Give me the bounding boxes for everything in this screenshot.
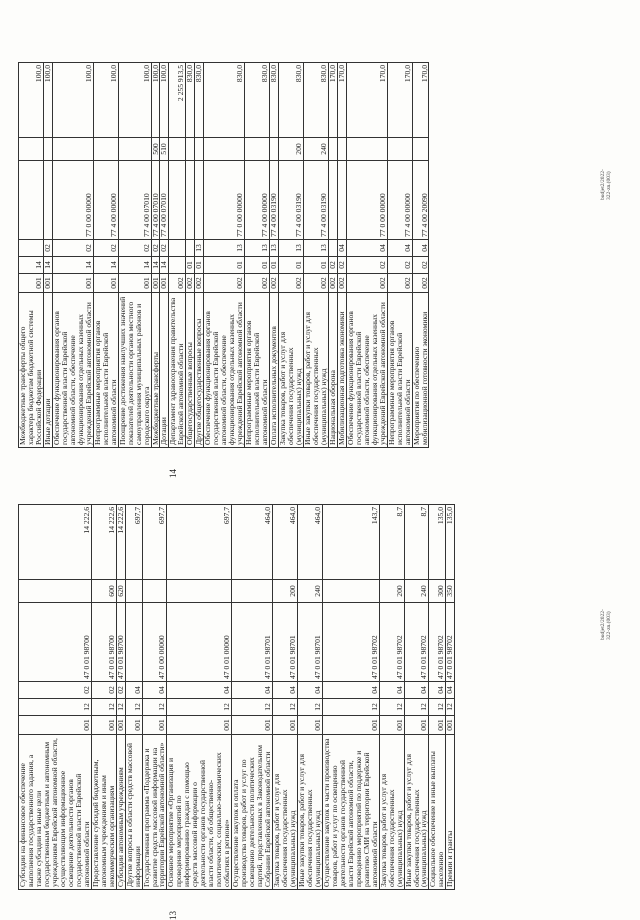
table-row — [273, 505, 298, 890]
row-grbs: 002 — [204, 274, 245, 293]
row-name: Другие общегосударственные вопросы — [195, 293, 204, 448]
row-subsection: 04 — [412, 240, 429, 257]
row-amount: 697,7 — [125, 505, 142, 580]
row-grbs: 001 — [19, 716, 92, 735]
row-target-article: 77 0 00 00000 — [346, 161, 387, 240]
row-target-article: 47 0 01 98702 — [446, 603, 455, 682]
row-amount: 697,7 — [142, 505, 167, 580]
row-amount: 170,0 — [337, 63, 346, 138]
row-section: 12 — [273, 699, 298, 716]
row-target-article: 77 4 00 20090 — [412, 161, 429, 240]
row-grbs: 002 — [270, 274, 279, 293]
row-name: Непрограммные мероприятия органов исполнительной власти Еврейской автономной области — [387, 293, 412, 448]
row-subsection: 04 — [429, 682, 446, 699]
budget-table-13 — [18, 504, 455, 890]
page-number: 13 — [168, 911, 178, 920]
table-row — [232, 505, 273, 890]
row-subsection: 04 — [297, 682, 322, 699]
page-13 — [18, 460, 455, 920]
row-expense-type: 200 — [279, 138, 304, 161]
row-name: Иные дотации — [43, 293, 52, 448]
row-expense-type — [93, 138, 118, 161]
row-grbs: 001 — [43, 274, 52, 293]
row-amount: 14 222,6 — [19, 505, 92, 580]
row-target-article: 47 0 01 00000 — [167, 603, 232, 682]
row-target-article: 47 0 01 98702 — [379, 603, 404, 682]
row-subsection: 04 — [273, 682, 298, 699]
row-subsection: 13 — [303, 240, 328, 257]
row-amount: 170,0 — [346, 63, 387, 138]
row-subsection: 02 — [93, 240, 118, 257]
table-row — [279, 63, 304, 448]
row-section — [169, 257, 186, 274]
row-section: 14 — [19, 257, 44, 274]
row-target-article: 47 0 00 00000 — [142, 603, 167, 682]
table-row — [19, 63, 44, 448]
row-subsection: 04 — [379, 682, 404, 699]
row-grbs: 002 — [303, 274, 328, 293]
row-section: 14 — [151, 257, 160, 274]
row-amount: 464,0 — [297, 505, 322, 580]
table-row — [297, 505, 322, 890]
row-expense-type: 200 — [273, 580, 298, 603]
row-section: 12 — [232, 699, 273, 716]
table-row — [19, 505, 92, 890]
row-name: Обеспечение функционирования органов государственной власти Еврейской автономной области, обеспечение функционирования отдельных казенных учреждений Еврейской автономной области — [346, 293, 387, 448]
row-subsection — [19, 240, 44, 257]
row-expense-type: 240 — [404, 580, 429, 603]
row-target-article — [19, 161, 44, 240]
row-amount: 100,0 — [151, 63, 160, 138]
row-name: Иные закупки товаров, работ и услуг для обеспечения государственных (муниципальных) нужд — [404, 735, 429, 890]
table-row — [387, 63, 412, 448]
row-grbs: 001 — [52, 274, 93, 293]
row-expense-type: 600 — [91, 580, 116, 603]
row-target-article: 47 0 01 98700 — [19, 603, 92, 682]
row-name: Обеспечение функционирования органов государственной власти Еврейской автономной области, обеспечение функционирования отдельных казенных учреждений Еврейской автономной области — [204, 293, 245, 448]
row-grbs: 002 — [195, 274, 204, 293]
row-expense-type — [232, 580, 273, 603]
row-grbs: 002 — [279, 274, 304, 293]
row-name: Закупка товаров, работ и услуг для обеспечения государственных (муниципальных) нужд — [279, 293, 304, 448]
row-amount: 100,0 — [19, 63, 44, 138]
row-name: Непрограммные мероприятия органов исполнительной власти Еврейской автономной области — [245, 293, 270, 448]
row-subsection: 02 — [52, 240, 93, 257]
row-expense-type: 200 — [379, 580, 404, 603]
row-subsection — [169, 240, 186, 257]
row-expense-type — [204, 138, 245, 161]
table-row — [52, 63, 93, 448]
row-section: 02 — [346, 257, 387, 274]
row-name: Департамент здравоохранения правительства Еврейской автономной области — [169, 293, 186, 448]
row-name: Мероприятия по обеспечению мобилизационной готовности экономики — [412, 293, 429, 448]
row-grbs: 001 — [151, 274, 160, 293]
row-name: Осуществление закупок в части производства товаров, работ и услуг по освещению деятельности органов государственной власти Еврейской автономной области, проведению мероприятий по поддержке и развитию СМИ на территории Еврейской автономной области — [322, 735, 379, 890]
row-expense-type — [52, 138, 93, 161]
row-amount: 100,0 — [52, 63, 93, 138]
row-grbs: 001 — [116, 716, 125, 735]
row-section: 12 — [142, 699, 167, 716]
table-row — [125, 505, 142, 890]
budget-table-14 — [18, 62, 429, 448]
row-name: Премии и гранты — [446, 735, 455, 890]
row-subsection: 04 — [142, 682, 167, 699]
page-number: 14 — [168, 469, 178, 478]
row-expense-type — [118, 138, 151, 161]
row-name: Социальное обеспечение и иные выплаты населению — [429, 735, 446, 890]
row-expense-type — [322, 580, 379, 603]
row-subsection: 04 — [125, 682, 142, 699]
row-section: 12 — [167, 699, 232, 716]
row-amount: 8,7 — [404, 505, 429, 580]
row-target-article: 77 4 00 00000 — [245, 161, 270, 240]
row-amount: 830,0 — [195, 63, 204, 138]
row-section: 01 — [195, 257, 204, 274]
row-section: 14 — [118, 257, 151, 274]
row-subsection: 02 — [151, 240, 160, 257]
row-target-article: 47 0 01 98700 — [116, 603, 125, 682]
row-name: Мобилизационная подготовка экономики — [337, 293, 346, 448]
row-expense-type — [186, 138, 195, 161]
row-grbs: 001 — [125, 716, 142, 735]
table-row — [412, 63, 429, 448]
row-grbs: 001 — [118, 274, 151, 293]
row-amount: 14 222,6 — [116, 505, 125, 580]
row-name: Общегосударственные вопросы — [186, 293, 195, 448]
row-section: 12 — [446, 699, 455, 716]
row-section: 12 — [19, 699, 92, 716]
row-amount: 830,0 — [270, 63, 279, 138]
row-grbs: 001 — [322, 716, 379, 735]
table-row — [91, 505, 116, 890]
row-section: 14 — [93, 257, 118, 274]
row-amount: 135,0 — [446, 505, 455, 580]
row-section: 01 — [270, 257, 279, 274]
row-expense-type — [412, 138, 429, 161]
row-amount: 697,7 — [167, 505, 232, 580]
row-section: 12 — [379, 699, 404, 716]
row-amount: 135,0 — [429, 505, 446, 580]
row-subsection: 04 — [404, 682, 429, 699]
row-target-article: 77 4 00 00000 — [93, 161, 118, 240]
row-expense-type — [387, 138, 412, 161]
table-row — [151, 63, 160, 448]
row-expense-type — [245, 138, 270, 161]
row-amount: 14 222,6 — [91, 505, 116, 580]
table-row — [429, 505, 446, 890]
row-expense-type: 240 — [303, 138, 328, 161]
row-grbs: 001 — [297, 716, 322, 735]
row-grbs: 001 — [160, 274, 169, 293]
row-target-article: 47 0 01 98702 — [322, 603, 379, 682]
row-target-article: 77 4 00 07010 — [118, 161, 151, 240]
row-expense-type — [43, 138, 52, 161]
row-target-article: 47 0 01 98702 — [404, 603, 429, 682]
row-section: 01 — [204, 257, 245, 274]
row-target-article: 47 0 01 98702 — [429, 603, 446, 682]
row-grbs: 001 — [167, 716, 232, 735]
row-subsection: 02 — [160, 240, 169, 257]
row-name: Межбюджетные трансферты общего характера бюджетам бюджетной системы Российской Федерации — [19, 293, 44, 448]
table-row — [93, 63, 118, 448]
row-section: 01 — [186, 257, 195, 274]
row-grbs: 001 — [379, 716, 404, 735]
table-row — [404, 505, 429, 890]
row-expense-type — [142, 580, 167, 603]
row-target-article: 47 0 01 98701 — [273, 603, 298, 682]
row-grbs: 002 — [169, 274, 186, 293]
row-subsection — [328, 240, 337, 257]
row-grbs: 002 — [328, 274, 337, 293]
row-amount: 100,0 — [118, 63, 151, 138]
row-section: 12 — [125, 699, 142, 716]
row-subsection: 04 — [346, 240, 387, 257]
table-row — [446, 505, 455, 890]
row-subsection: 04 — [167, 682, 232, 699]
row-grbs: 001 — [273, 716, 298, 735]
row-target-article: 47 0 01 98701 — [297, 603, 322, 682]
row-amount: 170,0 — [328, 63, 337, 138]
row-name: Субсидии автономным учреждениям — [116, 735, 125, 890]
table-row — [379, 505, 404, 890]
row-section: 12 — [322, 699, 379, 716]
row-amount: 170,0 — [412, 63, 429, 138]
row-grbs: 002 — [412, 274, 429, 293]
row-amount: 830,0 — [303, 63, 328, 138]
row-target-article — [337, 161, 346, 240]
row-name: Иные закупки товаров, работ и услуг для обеспечения государственных (муниципальных) нужд — [297, 735, 322, 890]
row-expense-type — [270, 138, 279, 161]
row-section: 14 — [160, 257, 169, 274]
row-amount: 100,0 — [93, 63, 118, 138]
row-amount: 100,0 — [160, 63, 169, 138]
row-amount: 2 255 913,5 — [169, 63, 186, 138]
row-subsection: 04 — [337, 240, 346, 257]
row-section: 02 — [412, 257, 429, 274]
row-section: 02 — [337, 257, 346, 274]
row-grbs: 001 — [446, 716, 455, 735]
row-section: 14 — [43, 257, 52, 274]
row-amount: 830,0 — [245, 63, 270, 138]
row-amount: 830,0 — [204, 63, 245, 138]
table-row — [169, 63, 186, 448]
row-grbs: 002 — [337, 274, 346, 293]
row-expense-type: 500 — [151, 138, 160, 161]
row-section: 01 — [279, 257, 304, 274]
table-row — [204, 63, 245, 448]
row-expense-type — [167, 580, 232, 603]
table-row — [118, 63, 151, 448]
row-expense-type — [19, 580, 92, 603]
row-target-article: 77 4 00 03190 — [279, 161, 304, 240]
page-14 — [18, 18, 429, 478]
row-target-article: 77 4 00 00000 — [387, 161, 412, 240]
row-grbs: 002 — [387, 274, 412, 293]
row-name: Закупка товаров, работ и услуг для обеспечения государственных (муниципальных) нужд — [273, 735, 298, 890]
row-name: Иные закупки товаров, работ и услуг для обеспечения государственных (муниципальных) нужд — [303, 293, 328, 448]
row-target-article: 47 0 01 98701 — [232, 603, 273, 682]
row-grbs: 001 — [232, 716, 273, 735]
row-amount: 143,7 — [322, 505, 379, 580]
row-amount: 830,0 — [279, 63, 304, 138]
row-subsection: 02 — [19, 682, 92, 699]
row-target-article: 77 0 00 00000 — [204, 161, 245, 240]
row-name: Межбюджетные трансферты — [151, 293, 160, 448]
row-subsection: 04 — [322, 682, 379, 699]
row-subsection: 13 — [195, 240, 204, 257]
row-expense-type — [346, 138, 387, 161]
row-subsection: 13 — [245, 240, 270, 257]
row-subsection: 02 — [43, 240, 52, 257]
row-section: 12 — [116, 699, 125, 716]
row-target-article: 47 0 01 98700 — [91, 603, 116, 682]
table-row — [337, 63, 346, 448]
row-amount: 830,0 — [186, 63, 195, 138]
table-row — [167, 505, 232, 890]
row-expense-type: 510 — [160, 138, 169, 161]
row-subsection: 04 — [387, 240, 412, 257]
row-name: Предоставление субсидий бюджетным, автономным учреждениям и иным некоммерческим организациям — [91, 735, 116, 890]
row-subsection: 04 — [232, 682, 273, 699]
row-expense-type — [169, 138, 186, 161]
row-target-article — [328, 161, 337, 240]
row-target-article: 77 4 00 03190 — [270, 161, 279, 240]
table-row — [346, 63, 387, 448]
row-grbs: 001 — [142, 716, 167, 735]
row-amount: 464,0 — [273, 505, 298, 580]
row-name: Основное мероприятие «Организация и проведение мероприятий по информированию граждан с помощью средств массовой информации о деятельности органов государственной власти области, об общественно-политических, социально-экономических событиях в регионе» — [167, 735, 232, 890]
page-footer-13: budjet2/2022-322-zn.(003) — [600, 609, 612, 640]
row-expense-type: 300 — [429, 580, 446, 603]
row-amount: 8,7 — [379, 505, 404, 580]
row-name: Осуществление закупок и оплата производства товаров, работ и услуг по освещению деятельности политических партий, представленных в Законодательном Собрании Еврейской автономной области — [232, 735, 273, 890]
row-name: Обеспечение функционирования органов государственной власти Еврейской автономной области, обеспечение функционирования отдельных казенных учреждений Еврейской автономной области — [52, 293, 93, 448]
row-target-article — [195, 161, 204, 240]
row-expense-type — [19, 138, 44, 161]
row-target-article — [186, 161, 195, 240]
row-subsection: 13 — [279, 240, 304, 257]
row-section: 12 — [297, 699, 322, 716]
row-expense-type — [125, 580, 142, 603]
row-section: 12 — [404, 699, 429, 716]
row-section: 12 — [429, 699, 446, 716]
row-subsection: 13 — [270, 240, 279, 257]
row-subsection: 02 — [116, 682, 125, 699]
row-name: Закупка товаров, работ и услуг для обеспечения государственных (муниципальных) нужд — [379, 735, 404, 890]
table-row — [245, 63, 270, 448]
row-name: Поощрение достижения наилучших значений показателей деятельности органов местного самоуправления муниципальных районов и городского округа — [118, 293, 151, 448]
row-target-article: 77 4 00 03190 — [303, 161, 328, 240]
row-expense-type — [328, 138, 337, 161]
row-target-article: 77 4 00 07010 — [160, 161, 169, 240]
row-target-article: 77 4 00 07010 — [151, 161, 160, 240]
row-expense-type: 240 — [297, 580, 322, 603]
row-grbs: 001 — [19, 274, 44, 293]
row-grbs: 001 — [93, 274, 118, 293]
row-subsection: 02 — [118, 240, 151, 257]
row-subsection: 13 — [204, 240, 245, 257]
row-name: Непрограммные мероприятия органов исполнительной власти Еврейской автономной области — [93, 293, 118, 448]
table-row — [303, 63, 328, 448]
row-expense-type — [195, 138, 204, 161]
table-row — [116, 505, 125, 890]
row-name: Оплата исполнительных документов — [270, 293, 279, 448]
row-section: 12 — [91, 699, 116, 716]
row-expense-type: 350 — [446, 580, 455, 603]
row-target-article — [125, 603, 142, 682]
row-name: Национальная оборона — [328, 293, 337, 448]
row-grbs: 001 — [429, 716, 446, 735]
row-amount: 170,0 — [387, 63, 412, 138]
row-expense-type: 620 — [116, 580, 125, 603]
row-section: 02 — [387, 257, 412, 274]
row-section: 01 — [303, 257, 328, 274]
table-row — [142, 505, 167, 890]
row-section: 01 — [245, 257, 270, 274]
row-grbs: 001 — [91, 716, 116, 735]
row-subsection: 02 — [91, 682, 116, 699]
row-amount: 464,0 — [232, 505, 273, 580]
row-target-article: 77 0 00 00000 — [52, 161, 93, 240]
table-row — [322, 505, 379, 890]
row-name: Государственная программа «Поддержка и развитие средств массовой информации на территории Еврейской автономной области» — [142, 735, 167, 890]
row-name: Дотации — [160, 293, 169, 448]
row-amount: 100,0 — [43, 63, 52, 138]
row-name: Другие вопросы в области средств массовой информации — [125, 735, 142, 890]
page-footer-14: budjet2/2022-322-zn.(003) — [600, 169, 612, 200]
row-grbs: 002 — [346, 274, 387, 293]
row-section: 02 — [328, 257, 337, 274]
row-expense-type — [337, 138, 346, 161]
row-grbs: 001 — [404, 716, 429, 735]
row-section: 14 — [52, 257, 93, 274]
row-name: Субсидии на финансовое обеспечение выполнения государственного задания, а также субсидии на иные цели государственным бюджетным и автономным учреждениям Еврейской автономной области, осуществляющим информационное освещение деятельности органов государственной власти Еврейской автономной области — [19, 735, 92, 890]
row-grbs: 002 — [186, 274, 195, 293]
row-target-article — [169, 161, 186, 240]
table-row — [328, 63, 337, 448]
row-target-article — [43, 161, 52, 240]
row-subsection: 04 — [446, 682, 455, 699]
row-grbs: 002 — [245, 274, 270, 293]
